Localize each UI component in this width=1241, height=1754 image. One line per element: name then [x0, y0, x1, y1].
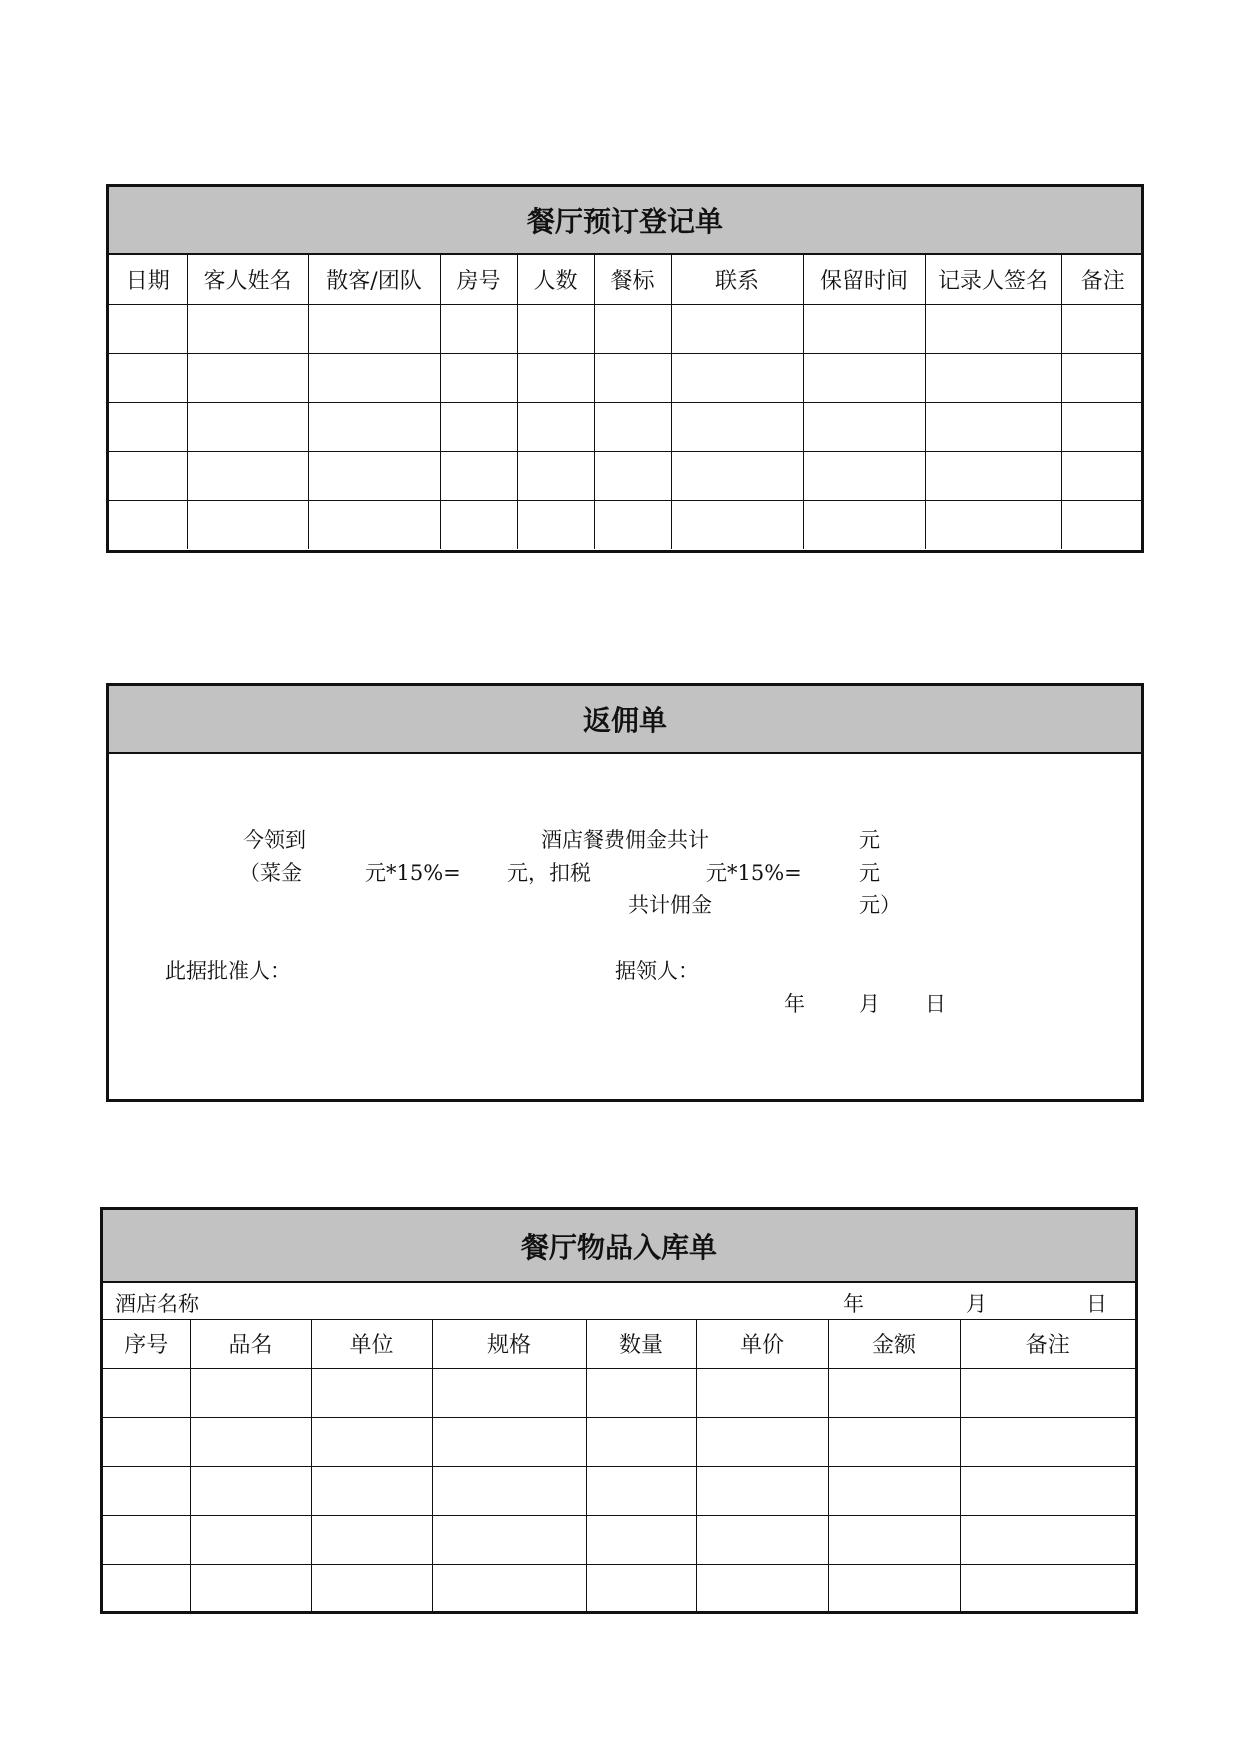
blank-cell[interactable] [828, 1515, 960, 1564]
blank-cell[interactable] [586, 1564, 696, 1613]
commission-title: 返佣单 [109, 686, 1141, 754]
blank-cell[interactable] [103, 1515, 190, 1564]
blank-cell[interactable] [187, 451, 308, 500]
stock-in-header-cell: 序号 [103, 1320, 190, 1368]
yuan-unit: 元 [859, 861, 880, 885]
year-label: 年 [784, 992, 805, 1016]
reservation-form [106, 184, 1144, 553]
yuan-unit: 元 [859, 828, 880, 852]
blank-cell[interactable] [187, 304, 308, 353]
blank-cell[interactable] [109, 402, 187, 451]
blank-cell[interactable] [696, 1368, 828, 1417]
blank-cell[interactable] [517, 451, 594, 500]
stock-in-date-row [103, 1283, 1135, 1320]
total-commission-label: 共计佣金 [628, 893, 712, 917]
blank-cell[interactable] [308, 451, 440, 500]
blank-cell[interactable] [187, 500, 308, 549]
blank-cell[interactable] [1061, 451, 1144, 500]
blank-cell[interactable] [1061, 500, 1144, 549]
blank-cell[interactable] [103, 1417, 190, 1466]
commission-total-label: 酒店餐费佣金共计 [541, 828, 709, 852]
table-row [109, 402, 1144, 451]
commission-form [106, 683, 1144, 1102]
tax-rate-label: 元*15%= [706, 861, 802, 885]
blank-cell[interactable] [190, 1466, 311, 1515]
blank-cell[interactable] [960, 1368, 1135, 1417]
blank-cell[interactable] [432, 1368, 586, 1417]
table-row [103, 1368, 1135, 1417]
dish-amount-label: （菜金 [239, 861, 302, 885]
day-label: 日 [925, 992, 946, 1016]
blank-cell[interactable] [190, 1515, 311, 1564]
blank-cell[interactable] [925, 304, 1061, 353]
blank-cell[interactable] [432, 1515, 586, 1564]
blank-cell[interactable] [190, 1368, 311, 1417]
reservation-header-cell: 房号 [440, 255, 517, 304]
table-row [109, 304, 1144, 353]
blank-cell[interactable] [671, 500, 803, 549]
blank-cell[interactable] [594, 353, 671, 402]
blank-cell[interactable] [103, 1368, 190, 1417]
blank-cell[interactable] [960, 1515, 1135, 1564]
approver-label: 此据批准人： [165, 959, 291, 983]
blank-cell[interactable] [432, 1564, 586, 1613]
blank-cell[interactable] [432, 1417, 586, 1466]
reservation-header-cell: 保留时间 [803, 255, 925, 304]
blank-cell[interactable] [103, 1466, 190, 1515]
blank-cell[interactable] [803, 353, 925, 402]
blank-cell[interactable] [311, 1368, 432, 1417]
blank-cell[interactable] [803, 451, 925, 500]
blank-cell[interactable] [190, 1564, 311, 1613]
table-row [103, 1564, 1135, 1613]
blank-cell[interactable] [103, 1564, 190, 1613]
reservation-header-cell: 散客/团队 [308, 255, 440, 304]
stock-in-table [103, 1320, 1135, 1613]
blank-cell[interactable] [109, 500, 187, 549]
blank-cell[interactable] [960, 1466, 1135, 1515]
reservation-header-cell: 备注 [1061, 255, 1144, 304]
blank-cell[interactable] [594, 500, 671, 549]
blank-cell[interactable] [594, 402, 671, 451]
blank-cell[interactable] [960, 1417, 1135, 1466]
blank-cell[interactable] [828, 1466, 960, 1515]
blank-cell[interactable] [308, 500, 440, 549]
blank-cell[interactable] [696, 1515, 828, 1564]
blank-cell[interactable] [187, 353, 308, 402]
table-row [109, 500, 1144, 549]
blank-cell[interactable] [308, 304, 440, 353]
stock-in-header-cell: 数量 [586, 1320, 696, 1368]
blank-cell[interactable] [308, 402, 440, 451]
blank-cell[interactable] [311, 1417, 432, 1466]
table-row [109, 353, 1144, 402]
blank-cell[interactable] [696, 1466, 828, 1515]
blank-cell[interactable] [440, 451, 517, 500]
blank-cell[interactable] [109, 353, 187, 402]
stock-in-header-cell: 金额 [828, 1320, 960, 1368]
blank-cell[interactable] [308, 353, 440, 402]
reservation-header-cell: 记录人签名 [925, 255, 1061, 304]
receiver-label: 据领人： [615, 959, 699, 983]
blank-cell[interactable] [671, 353, 803, 402]
table-row [109, 451, 1144, 500]
stock-in-header-cell: 规格 [432, 1320, 586, 1368]
blank-cell[interactable] [517, 402, 594, 451]
table-row [103, 1515, 1135, 1564]
received-label: 今领到 [243, 828, 306, 852]
blank-cell[interactable] [960, 1564, 1135, 1613]
blank-cell[interactable] [586, 1417, 696, 1466]
table-row [103, 1466, 1135, 1515]
blank-cell[interactable] [440, 402, 517, 451]
header-row [109, 255, 1144, 304]
blank-cell[interactable] [517, 353, 594, 402]
reservation-header-cell: 餐标 [594, 255, 671, 304]
blank-cell[interactable] [517, 304, 594, 353]
blank-cell[interactable] [109, 304, 187, 353]
blank-cell[interactable] [671, 402, 803, 451]
month-label: 月 [859, 992, 880, 1016]
blank-cell[interactable] [828, 1368, 960, 1417]
blank-cell[interactable] [109, 451, 187, 500]
blank-cell[interactable] [517, 500, 594, 549]
blank-cell[interactable] [671, 304, 803, 353]
blank-cell[interactable] [440, 500, 517, 549]
blank-cell[interactable] [671, 451, 803, 500]
stock-in-header-cell: 单位 [311, 1320, 432, 1368]
blank-cell[interactable] [432, 1466, 586, 1515]
blank-cell[interactable] [311, 1466, 432, 1515]
day-label: 日 [1086, 1292, 1107, 1316]
blank-cell[interactable] [586, 1466, 696, 1515]
blank-cell[interactable] [803, 304, 925, 353]
reservation-table [109, 255, 1144, 549]
stock-in-header-cell: 品名 [190, 1320, 311, 1368]
blank-cell[interactable] [925, 500, 1061, 549]
blank-cell[interactable] [1061, 402, 1144, 451]
reservation-header-cell: 人数 [517, 255, 594, 304]
blank-cell[interactable] [828, 1417, 960, 1466]
blank-cell[interactable] [311, 1515, 432, 1564]
blank-cell[interactable] [594, 304, 671, 353]
blank-cell[interactable] [586, 1515, 696, 1564]
reservation-title: 餐厅预订登记单 [109, 187, 1141, 255]
reservation-header-cell: 联系 [671, 255, 803, 304]
reservation-header-cell: 日期 [109, 255, 187, 304]
blank-cell[interactable] [696, 1417, 828, 1466]
dish-rate-label: 元*15%= [365, 861, 461, 885]
blank-cell[interactable] [1061, 353, 1144, 402]
blank-cell[interactable] [803, 402, 925, 451]
header-row [103, 1320, 1135, 1368]
blank-cell[interactable] [1061, 304, 1144, 353]
yuan-close-label: 元） [859, 893, 901, 917]
blank-cell[interactable] [190, 1417, 311, 1466]
blank-cell[interactable] [925, 402, 1061, 451]
stock-in-form [100, 1207, 1138, 1614]
table-row [103, 1417, 1135, 1466]
blank-cell[interactable] [696, 1564, 828, 1613]
blank-cell[interactable] [828, 1564, 960, 1613]
blank-cell[interactable] [925, 353, 1061, 402]
reservation-header-cell: 客人姓名 [187, 255, 308, 304]
month-label: 月 [966, 1292, 987, 1316]
blank-cell[interactable] [925, 451, 1061, 500]
blank-cell[interactable] [440, 353, 517, 402]
blank-cell[interactable] [187, 402, 308, 451]
stock-in-header-cell: 备注 [960, 1320, 1135, 1368]
blank-cell[interactable] [594, 451, 671, 500]
blank-cell[interactable] [440, 304, 517, 353]
tax-deduct-label: 元，扣税 [507, 861, 591, 885]
stock-in-title: 餐厅物品入库单 [103, 1210, 1135, 1283]
blank-cell[interactable] [311, 1564, 432, 1613]
year-label: 年 [843, 1292, 864, 1316]
blank-cell[interactable] [803, 500, 925, 549]
stock-in-header-cell: 单价 [696, 1320, 828, 1368]
blank-cell[interactable] [586, 1368, 696, 1417]
hotel-name-label: 酒店名称 [115, 1292, 199, 1316]
